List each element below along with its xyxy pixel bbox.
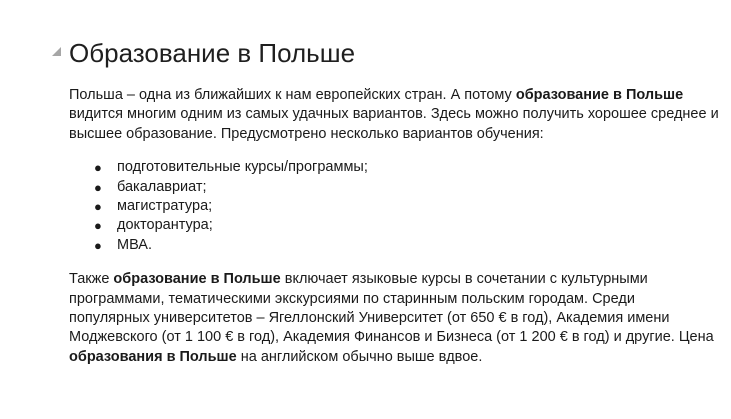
list-item <box>69 216 719 235</box>
heading-row <box>69 34 719 74</box>
bullet-icon: ● <box>94 179 102 195</box>
bullet-icon: ● <box>94 199 102 215</box>
bullet-list <box>69 158 719 255</box>
list-item-text: бакалавриат; <box>117 178 207 195</box>
outro-text-2: включает языковые курсы в сочетании с культурными программами, тематическими экскурсиями по старинным польским городам. Среди популярных университетов – Ягеллонский Университет (от 650 € в год), Академия имени Моджевского (от 1 100 € в год), Академия Финансов и Бизнеса (от 1 200 € в год) и другие. Цена <box>69 271 714 346</box>
collapse-triangle-icon[interactable] <box>52 47 61 56</box>
outro-bold-2: образования в Польше <box>69 348 237 365</box>
outro-text-3: на английском обычно выше вдвое. <box>236 348 483 365</box>
list-item-text: магистратура; <box>117 198 213 215</box>
outro-text-1: Также <box>69 271 114 288</box>
intro-text-1: Польша – одна из ближайших к нам европейских стран. А потому <box>69 87 516 103</box>
bullet-icon: ● <box>94 160 102 176</box>
list-item <box>69 236 719 255</box>
bullet-icon: ● <box>94 218 102 234</box>
outro-bold-1: образование в Польше <box>113 271 281 288</box>
list-item <box>69 197 719 216</box>
intro-paragraph <box>69 86 719 144</box>
list-item-text: докторантура; <box>117 217 213 234</box>
list-item <box>69 178 719 197</box>
list-item <box>69 158 719 177</box>
document-body <box>69 34 719 367</box>
intro-bold-1: образование в Польше <box>515 87 684 103</box>
outro-paragraph <box>69 270 719 367</box>
list-item-text: МВА. <box>117 236 152 253</box>
bullet-icon: ● <box>94 237 102 253</box>
intro-text-2: видится многим одним из самых удачных вариантов. Здесь можно получить хорошее среднее и высшее образование. Предусмотрено несколько вариантов обучения: <box>69 106 719 142</box>
page-title: Образование в Польше <box>69 38 356 68</box>
list-item-text: подготовительные курсы/программы; <box>117 159 368 176</box>
